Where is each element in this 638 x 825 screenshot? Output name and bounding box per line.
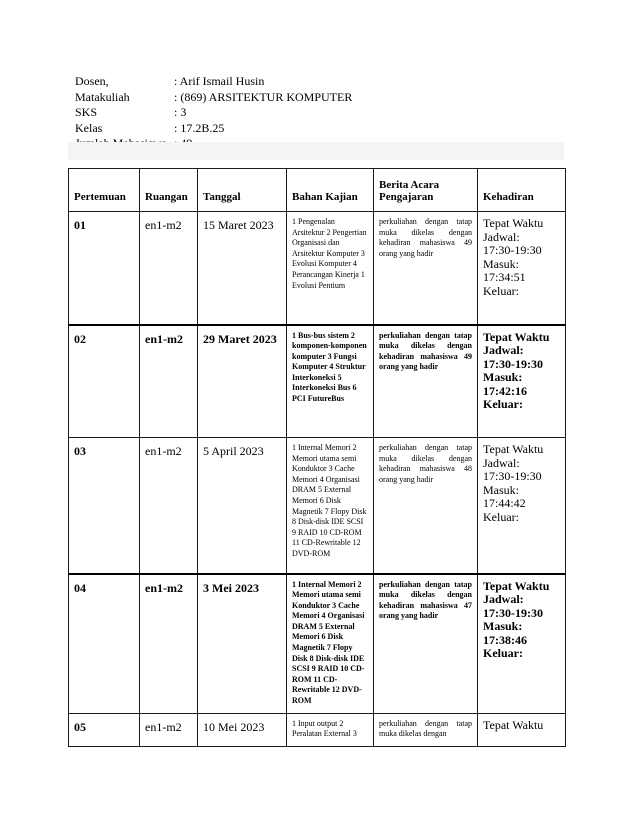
table-row [69,574,566,714]
date-cell: 29 Maret 2023 [198,325,287,438]
check-in-label: Masuk: [483,482,519,497]
check-in-time: 17:42:16 [483,383,527,398]
table-row [69,325,566,438]
material-cell: 1 Internal Memori 2 Memori utama semi Konduktor 3 Cache Memori 4 Organisasi DRAM 5 External Memori 6 Disk Magnetik 7 Flopy Disk 8 Disk-disk IDE SCSI 9 RAID 10 CD-ROM 11 CD-Rewritable 12 DVD-ROM [287,574,374,714]
date-cell: 5 April 2023 [198,438,287,574]
room-cell: en1-m2 [140,212,198,325]
attendance-cell [478,438,566,574]
schedule-label: Jadwal: [483,592,524,607]
col-header-attendance: Kehadiran [478,169,566,212]
check-out-label: Keluar: [483,509,519,524]
attendance-status: Tepat Waktu [483,578,550,593]
lecturer-row [75,74,352,90]
check-out-label: Keluar: [483,646,523,661]
report-cell: perkuliahan dengan tatap muka dikelas dengan kehadiran mahasiswa 48 orang yang hadir [374,438,478,574]
col-header-material: Bahan Kajian [287,169,374,212]
lecturer-label: Dosen, [75,74,109,88]
material-cell: 1 Bus-bus sistem 2 komponen-komponen komputer 3 Fungsi Komputer 4 Struktur Interkoneksi 5 Interkoneksi Bus 6 PCI FutureBus [287,325,374,438]
col-header-date: Tanggal [198,169,287,212]
meeting-number: 05 [69,713,140,746]
attendance-status: Tepat Waktu [483,329,550,344]
schedule-time: 17:30-19:30 [483,605,543,620]
schedule-label: Jadwal: [483,455,520,470]
room-cell: en1-m2 [140,713,198,746]
room-cell: en1-m2 [140,325,198,438]
date-cell: 15 Maret 2023 [198,212,287,325]
table-header-row [69,169,566,212]
schedule-time: 17:30-19:30 [483,243,542,258]
lecturer-value: : Arif Ismail Husin [174,74,265,88]
meeting-number: 04 [69,574,140,714]
col-header-meeting: Pertemuan [69,169,140,212]
schedule-label: Jadwal: [483,343,524,358]
check-out-label: Keluar: [483,283,519,298]
attendance-cell [478,325,566,438]
table-row [69,438,566,574]
header-divider-band [68,142,564,160]
check-out-label: Keluar: [483,397,523,412]
attendance-status: Tepat Waktu [483,717,544,732]
attendance-table [68,168,566,747]
class-row [75,121,352,137]
credits-label: SKS [75,105,98,119]
attendance-status: Tepat Waktu [483,216,544,230]
table-row [69,212,566,325]
material-cell: 1 Internal Memori 2 Memori utama semi Konduktor 3 Cache Memori 4 Organisasi DRAM 5 External Memori 6 Disk Magnetik 7 Flopy Disk 8 Disk-disk IDE SCSI 9 RAID 10 CD-ROM 11 CD-Rewritable 12 DVD-ROM [287,438,374,574]
check-in-time: 17:44:42 [483,496,526,511]
course-label: Matakuliah [75,89,130,104]
date-cell: 3 Mei 2023 [198,574,287,714]
col-header-room: Ruangan [140,169,198,212]
material-cell: 1 Pengenalan Arsitektur 2 Pengertian Organisasi dan Arsitektur Komputer 3 Evolusi Komputer 4 Perancangan Kinerja 1 Evolusi Pentium [287,212,374,325]
check-in-label: Masuk: [483,619,523,634]
room-cell: en1-m2 [140,574,198,714]
attendance-cell [478,212,566,325]
credits-value: : 3 [174,105,187,119]
col-header-report: Berita Acara Pengajaran [374,169,478,212]
report-cell: perkuliahan dengan tatap muka dikelas dengan [374,713,478,746]
report-cell: perkuliahan dengan tatap muka dikelas dengan kehadiran mahasiswa 49 orang yang hadir [374,325,478,438]
class-value: : 17.2B.25 [174,120,225,135]
course-value: : (869) ARSITEKTUR KOMPUTER [174,89,353,104]
schedule-time: 17:30-19:30 [483,356,543,371]
attendance-cell [478,713,566,746]
meeting-number: 01 [69,212,140,325]
attendance-status: Tepat Waktu [483,442,544,456]
material-cell: 1 Input output 2 Peralatan External 3 [287,713,374,746]
credits-row [75,105,352,121]
check-in-time: 17:38:46 [483,632,527,647]
course-row [75,90,352,106]
schedule-time: 17:30-19:30 [483,469,542,484]
meeting-number: 03 [69,438,140,574]
table-row [69,713,566,746]
class-label: Kelas [75,120,103,135]
report-cell: perkuliahan dengan tatap muka dikelas dengan kehadiran mahasiswa 49 orang yang hadir [374,212,478,325]
schedule-label: Jadwal: [483,229,520,244]
check-in-label: Masuk: [483,370,523,385]
report-cell: perkuliahan dengan tatap muka dikelas dengan kehadiran mahasiswa 47 orang yang hadir [374,574,478,714]
room-cell: en1-m2 [140,438,198,574]
meeting-number: 02 [69,325,140,438]
attendance-cell [478,574,566,714]
course-info [75,74,352,152]
check-in-time: 17:34:51 [483,270,526,285]
date-cell: 10 Mei 2023 [198,713,287,746]
check-in-label: Masuk: [483,256,519,271]
